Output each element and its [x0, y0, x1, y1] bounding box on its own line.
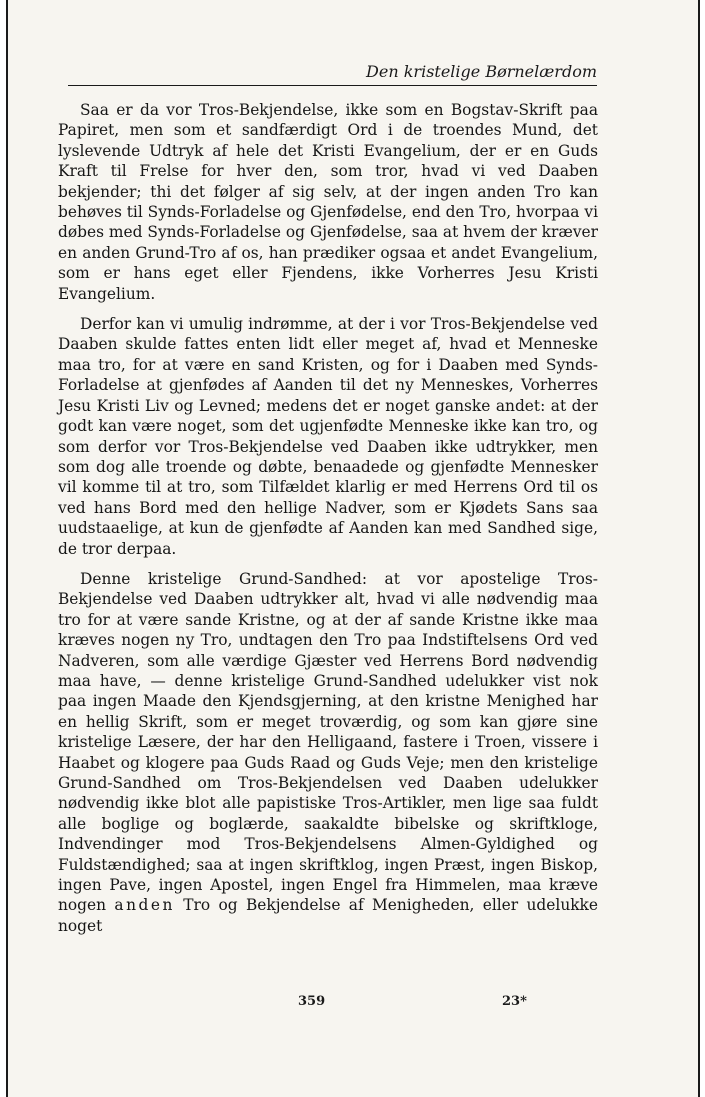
paragraph-2: Derfor kan vi umulig indrømme, at der i vor Tros-Bekjendelse ved Daaben skulde fattes enten lidt eller meget af, hvad et Menneske maa tro, for at være en sand Kristen, og for i Daaben med Synds-Forladelse at gjenfødes af Aanden til det ny Menneskes, Vorherres Jesu Kristi Liv og Levned; medens det er noget ganske andet: at der godt kan være noget, som det ugjenfødte Menneske ikke kan tro, og som derfor vor Tros-Bekjendelse ved Daaben ikke udtrykker, men som dog alle troende og døbte, benaadede og gjenfødte Mennesker vil komme til at tro, som Tilfældet klarlig er med Herrens Ord til os ved hans Bord med den hellige Nadver, som er Kjødets Sans saa uudstaaelige, at kun de gjenfødte af Aanden kan med Sandhed sige, de tror derpaa.	[58, 315, 598, 558]
body-text	[58, 100, 598, 936]
paragraph-3-text: Denne kristelige Grund-Sandhed: at vor apostelige Tros-Bekjendelse ved Daaben udtrykker alt, hvad vi alle nødvendig maa tro for at være sande Kristne, og at der af sande Kristne ikke maa kræves nogen ny Tro, undtagen den Tro paa Indstiftelsens Ord ved Nadveren, som alle værdige Gjæster ved Herrens Bord nødvendig maa have, — denne kristelige Grund-Sandhed udelukker vist nok paa ingen Maade den Kjendsgjerning, at den kristne Menighed har en hellig Skrift, som er meget troværdig, og som kan gjøre sine kristelige Læsere, der har den Helligaand, fastere i Troen, vissere i Haabet og klogere paa Guds Raad og Guds Veje; men den kristelige Grund-Sandhed om Tros-Bekjendelsen ved Daaben udelukker nødvendig ikke blot alle papistiske Tros-Artikler, men lige saa fuldt alle boglige og boglærde, saakaldte bibelske og skriftkloge, Indvendinger mod Tros-Bekjendelsens Almen-Gyldighed og Fuldstændighed; saa at ingen skriftklog, ingen Præst, ingen Biskop, ingen Pave, ingen Apostel, ingen Engel fra Himmelen, maa kræve nogen	[58, 569, 598, 915]
paragraph-1: Saa er da vor Tros-Bekjendelse, ikke som en Bogstav-Skrift paa Papiret, men som et sandfærdigt Ord i de troendes Mund, det lyslevende Udtryk af hele det Kristi Evangelium, der er en Guds Kraft til Frelse for hver den, som tror, hvad vi ved Daaben bekjender; thi det følger af sig selv, at der ingen anden Tro kan behøves til Synds-Forladelse og Gjenfødelse, end den Tro, hvorpaa vi døbes med Synds-Forladelse og Gjenfødelse, saa at hvem der kræver en anden Grund-Tro af os, han prædiker ogsaa et andet Evangelium, som er hans eget eller Fjendens, ikke Vorherres Jesu Kristi Evangelium.	[58, 101, 598, 303]
running-head-title: Den kristelige Børnelærdom	[68, 62, 597, 86]
page-number: 359	[298, 994, 326, 1009]
paragraph-3	[58, 569, 598, 936]
book-page	[6, 0, 700, 1097]
signature-mark: 23*	[502, 994, 527, 1009]
paragraph-3-text-after: Tro og Bekjendelse af Menigheden, eller udelukke noget	[58, 896, 598, 935]
paragraph-3-emphasis: anden	[114, 896, 175, 915]
